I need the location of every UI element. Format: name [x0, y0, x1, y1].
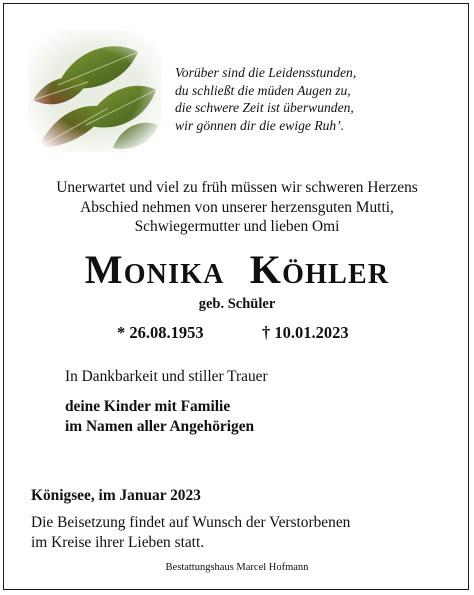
deceased-name: Monika Köhler: [84, 247, 390, 292]
mourners-names: deine Kinder mit Familie im Namen aller Angehörigen: [65, 398, 255, 435]
intro-text: Unerwartet und viel zu früh müssen wir schweren Herzens Abschied nehmen von unserer herzensguten Mutti, Schwiegermutter und lieben Omi: [56, 179, 418, 235]
mourners-intro: In Dankbarkeit und stiller Trauer: [65, 368, 268, 385]
burial-note: Die Beisetzung findet auf Wunsch der Verstorbenen im Kreise ihrer Lieben statt.: [31, 514, 351, 551]
death-date: † 10.01.2023: [262, 323, 349, 342]
leaves-image: [28, 30, 162, 152]
birth-date: * 26.08.1953: [117, 323, 204, 342]
poem: Vorüber sind die Leidensstunden, du schließt die müden Augen zu, die schwere Zeit ist überwunden, wir gönnen dir die ewige Ruh’.: [175, 65, 357, 133]
place-date: Königsee, im Januar 2023: [31, 487, 201, 504]
maiden-name: geb. Schüler: [198, 296, 276, 312]
undertaker-credit: Bestattungshaus Marcel Hofmann: [165, 562, 309, 573]
